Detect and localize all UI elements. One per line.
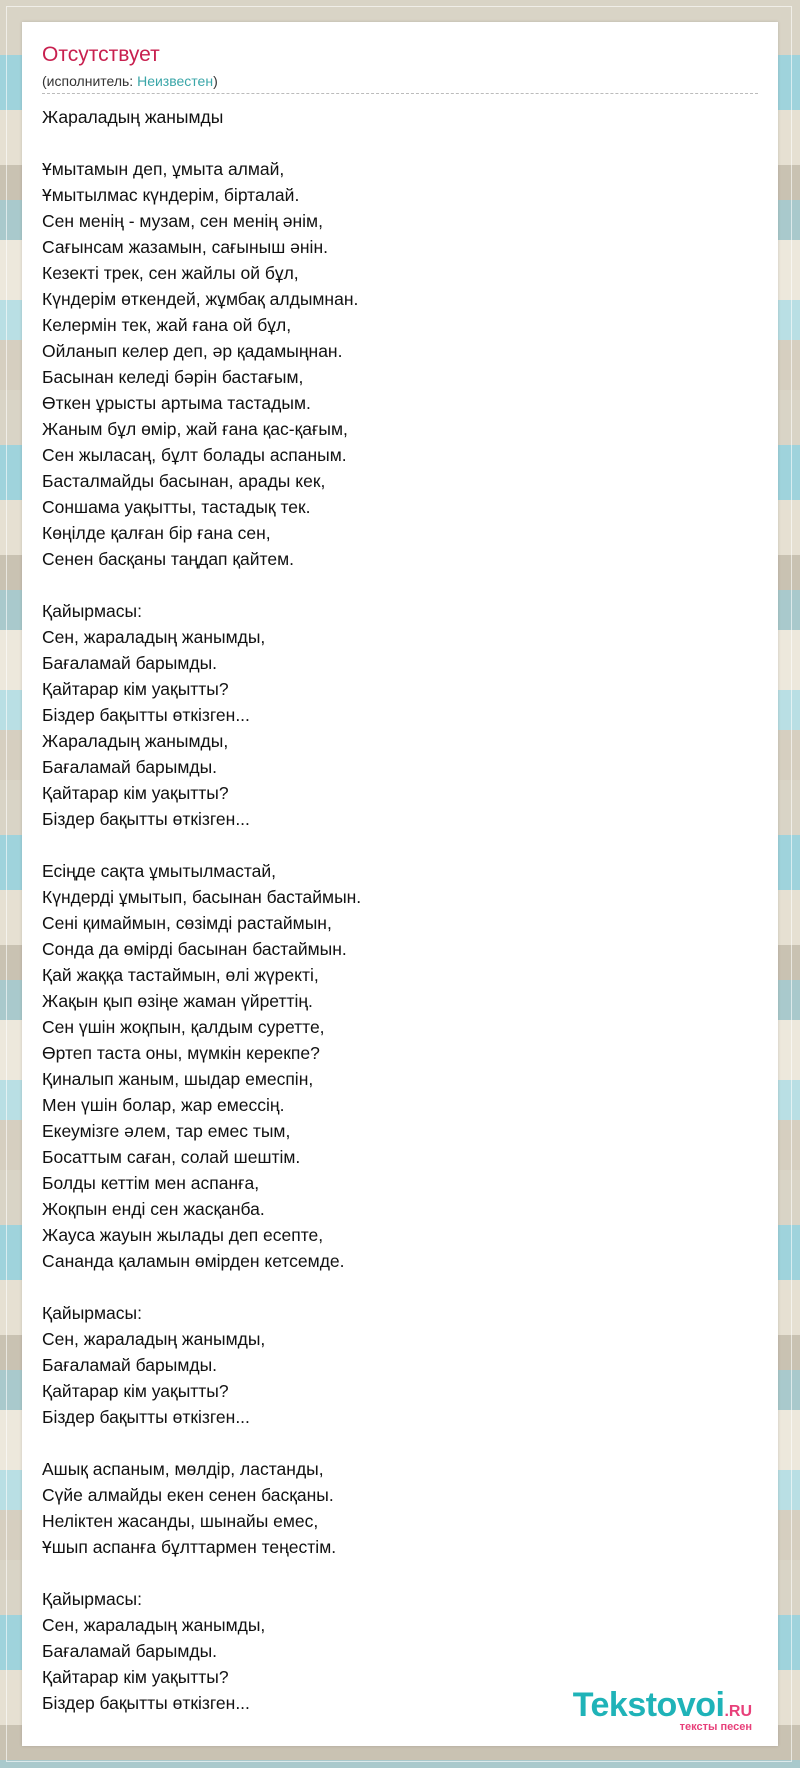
logo-tagline: тексты песен: [679, 1721, 752, 1733]
lyric-line: Сен, жараладың жанымды,: [42, 627, 266, 647]
lyric-line: Қай жаққа тастаймын, өлі жүректі,: [42, 965, 319, 985]
lyric-blank-line: [42, 572, 758, 598]
lyric-line: Біздер бақытты өткізген...: [42, 1407, 250, 1427]
lyric-line: Біздер бақытты өткізген...: [42, 1693, 250, 1713]
lyric-line: Сонда да өмірді басынан бастаймын.: [42, 939, 347, 959]
lyric-line: Өртеп таста оны, мүмкін керекпе?: [42, 1043, 320, 1063]
lyric-line: Ұмытамын деп, ұмыта алмай,: [42, 159, 285, 179]
lyric-line: Сенен басқаны таңдап қайтем.: [42, 549, 294, 569]
lyric-line: Екеумізге әлем, тар емес тым,: [42, 1121, 291, 1141]
lyric-blank-line: [42, 1274, 758, 1300]
artist-suffix: ): [213, 73, 218, 89]
lyric-line: Қайтарар кім уақытты?: [42, 1667, 229, 1687]
lyric-line: Сен менің - музам, сен менің әнім,: [42, 211, 323, 231]
lyric-blank-line: [42, 1560, 758, 1586]
artist-line: [42, 72, 218, 90]
lyric-line: Қайырмасы:: [42, 601, 142, 621]
lyric-line: Сен, жараладың жанымды,: [42, 1329, 266, 1349]
lyric-line: Сені қимаймын, сөзімді растаймын,: [42, 913, 332, 933]
lyric-line: Сен, жараладың жанымды,: [42, 1615, 266, 1635]
lyric-line: Жаным бұл өмір, жай ғана қас-қағым,: [42, 419, 348, 439]
lyric-line: Мен үшін болар, жар емессің.: [42, 1095, 285, 1115]
lyric-line: Жараладың жанымды: [42, 107, 224, 127]
lyric-blank-line: [42, 1430, 758, 1456]
lyric-line: Неліктен жасанды, шынайы емес,: [42, 1511, 319, 1531]
logo-tld: .RU: [724, 1703, 752, 1720]
lyric-line: Есіңде сақта ұмытылмастай,: [42, 861, 277, 881]
lyric-blank-line: [42, 130, 758, 156]
lyric-line: Ашық аспаным, мөлдір, ластанды,: [42, 1459, 324, 1479]
lyric-line: Қайырмасы:: [42, 1303, 142, 1323]
lyric-line: Келермін тек, жай ғана ой бұл,: [42, 315, 292, 335]
lyric-line: Ұмытылмас күндерім, бірталай.: [42, 185, 300, 205]
lyric-line: Ұшып аспанға бұлттармен теңестім.: [42, 1537, 337, 1557]
song-title: Отсутствует: [42, 43, 160, 66]
lyric-line: Күндерді ұмытып, басынан бастаймын.: [42, 887, 362, 907]
lyric-line: Кезекті трек, сен жайлы ой бұл,: [42, 263, 299, 283]
lyric-line: Сүйе алмайды екен сенен басқаны.: [42, 1485, 334, 1505]
lyric-line: Біздер бақытты өткізген...: [42, 809, 250, 829]
lyric-line: Жараладың жанымды,: [42, 731, 229, 751]
lyric-line: Қайтарар кім уақытты?: [42, 783, 229, 803]
lyric-line: Қайтарар кім уақытты?: [42, 679, 229, 699]
lyric-line: Басталмайды басынан, арады кек,: [42, 471, 326, 491]
lyrics-card: [22, 22, 778, 1746]
logo-name: Tekstovoi: [572, 1686, 725, 1724]
lyric-line: Бағаламай барымды.: [42, 653, 218, 673]
lyric-line: Соншама уақытты, тастадық тек.: [42, 497, 311, 517]
lyrics-text: [42, 104, 758, 1716]
lyric-line: Қайырмасы:: [42, 1589, 142, 1609]
lyric-line: Қайтарар кім уақытты?: [42, 1381, 229, 1401]
artist-link[interactable]: Неизвестен: [137, 73, 214, 89]
lyric-line: Қиналып жаным, шыдар емеспін,: [42, 1069, 314, 1089]
lyric-line: Ойланып келер деп, әр қадамыңнан.: [42, 341, 343, 361]
lyric-line: Сен үшін жоқпын, қалдым суретте,: [42, 1017, 325, 1037]
title-divider: [42, 93, 758, 94]
lyric-line: Жақын қып өзіңе жаман үйреттің.: [42, 991, 313, 1011]
lyric-line: Сананда қаламын өмірден кетсемде.: [42, 1251, 345, 1271]
lyric-line: Сағынсам жазамын, сағыныш әнін.: [42, 237, 328, 257]
lyric-line: Жауса жауын жылады деп есепте,: [42, 1225, 324, 1245]
lyric-line: Босаттым саған, солай шештім.: [42, 1147, 301, 1167]
lyric-blank-line: [42, 832, 758, 858]
lyric-line: Бағаламай барымды.: [42, 1355, 218, 1375]
lyric-line: Бағаламай барымды.: [42, 757, 218, 777]
lyric-line: Жоқпын енді сен жасқанба.: [42, 1199, 265, 1219]
lyric-line: Болды кеттім мен аспанға,: [42, 1173, 260, 1193]
lyric-line: Күндерім өткендей, жұмбақ алдымнан.: [42, 289, 359, 309]
lyric-line: Бағаламай барымды.: [42, 1641, 218, 1661]
lyric-line: Біздер бақытты өткізген...: [42, 705, 250, 725]
lyric-line: Өткен ұрысты артыма тастадым.: [42, 393, 311, 413]
site-logo[interactable]: [572, 1686, 752, 1733]
artist-prefix: (исполнитель:: [42, 73, 138, 89]
lyric-line: Басынан келеді бәрін бастағым,: [42, 367, 304, 387]
lyric-line: Сен жыласаң, бұлт болады аспаным.: [42, 445, 347, 465]
lyric-line: Көңілде қалған бір ғана сен,: [42, 523, 271, 543]
